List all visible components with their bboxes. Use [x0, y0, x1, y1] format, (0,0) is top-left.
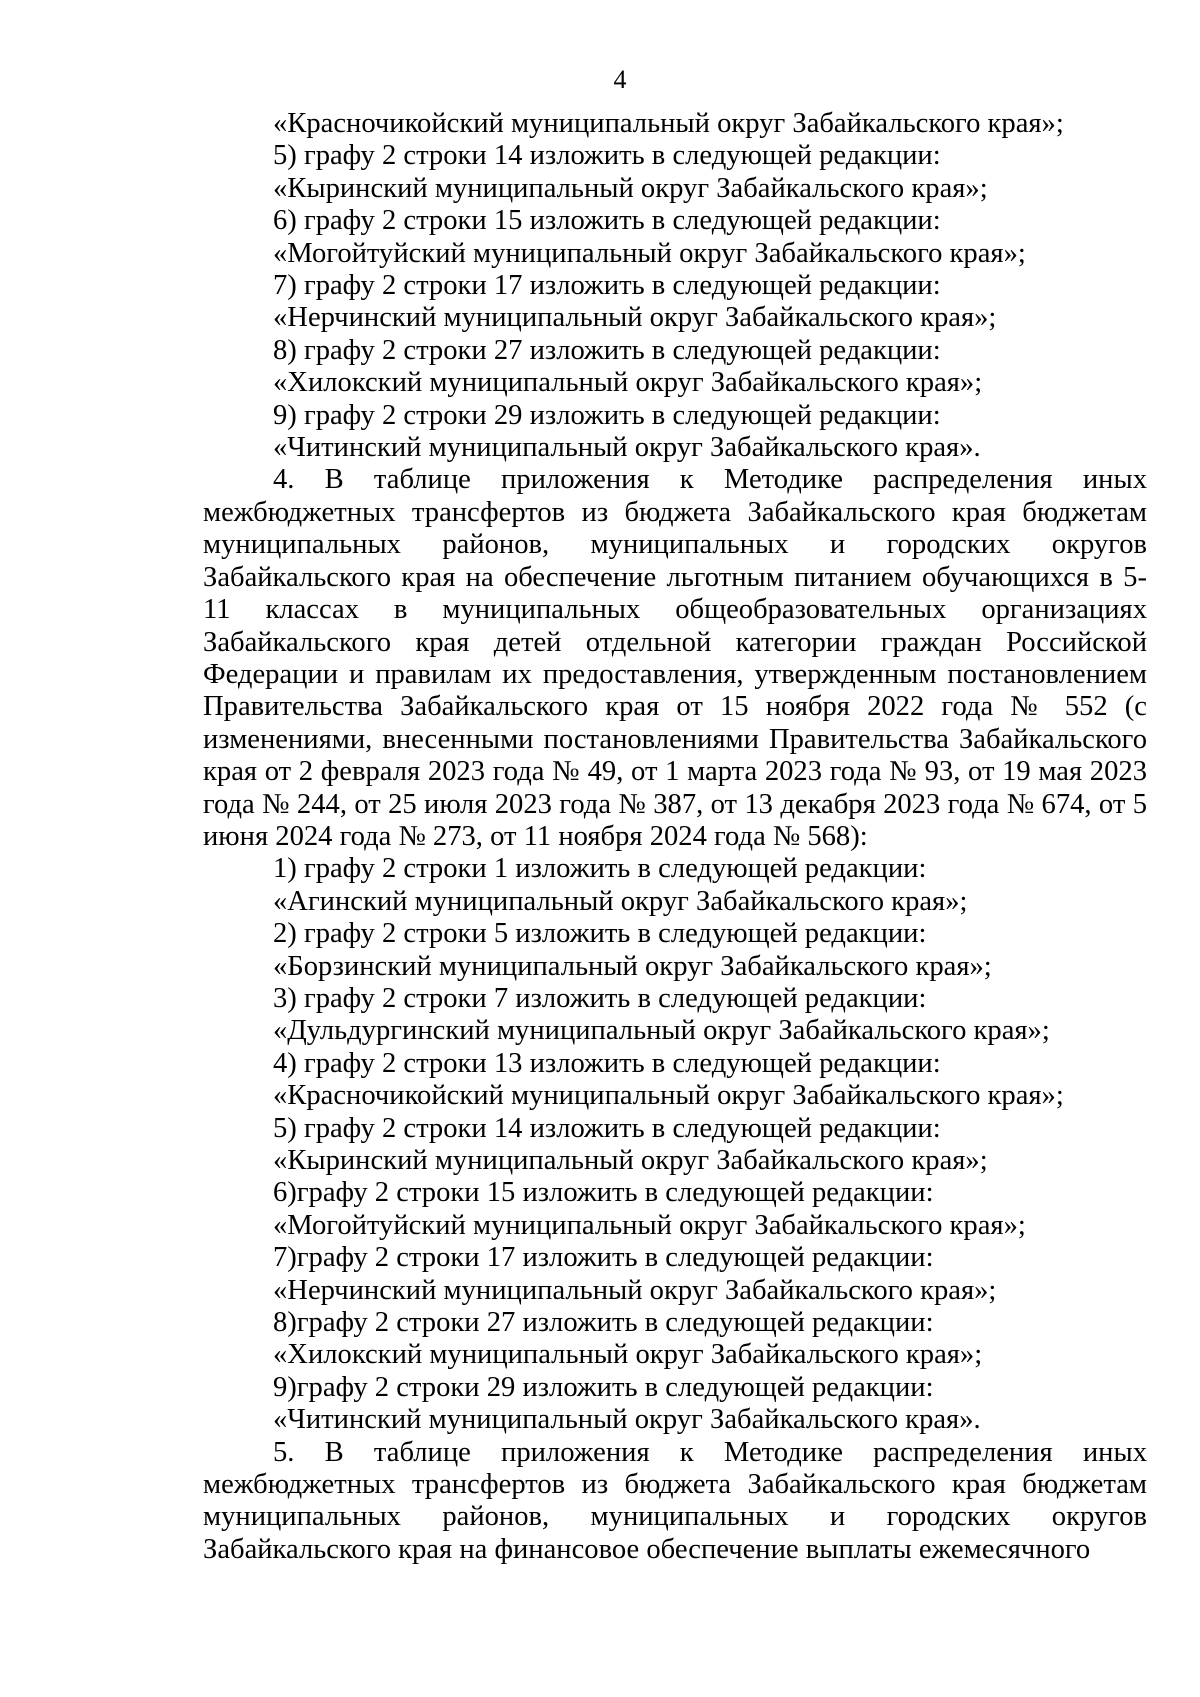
paragraph-4: 4. В таблице приложения к Методике распределения иных межбюджетных трансфертов из бюджета Забайкальского края бюджетам муниципальных районов, муниципальных и городских округов Забайкальского края на обеспечение льготным питанием обучающихся в 5-11 классах в муниципальных общеобразовательных организациях Забайкальского края детей отдельной категории граждан Российской Федерации и правилам их предоставления, утвержденным постановлением Правительства Забайкальского края от 15 ноября 2022 года № 552 (с изменениями, внесенными постановлениями Правительства Забайкальского края от 2 февраля 2023 года № 49, от 1 марта 2023 года № 93, от 19 мая 2023 года № 244, от 25 июля 2023 года № 387, от 13 декабря 2023 года № 674, от 5 июня 2024 года № 273, от 11 ноября 2024 года № 568): — [203, 464, 1147, 852]
paragraph-5: 5. В таблице приложения к Методике распределения иных межбюджетных трансфертов из бюджета Забайкальского края бюджетам муниципальных районов, муниципальных и городских округов Забайкальского края на финансовое обеспечение выплаты ежемесячного — [203, 1436, 1147, 1565]
list-item: 3) графу 2 строки 7 изложить в следующей редакции: — [273, 982, 927, 1014]
list-item: «Кыринский муниципальный округ Забайкальского края»; — [273, 172, 988, 204]
list-item: 4) графу 2 строки 13 изложить в следующей редакции: — [273, 1047, 941, 1079]
list-item: 7)графу 2 строки 17 изложить в следующей редакции: — [273, 1242, 934, 1274]
list-item: 8) графу 2 строки 27 изложить в следующей редакции: — [273, 334, 941, 366]
list-item: 8)графу 2 строки 27 изложить в следующей редакции: — [273, 1307, 934, 1339]
page-number: 4 — [613, 65, 627, 94]
list-item: «Хилокский муниципальный округ Забайкальского края»; — [273, 367, 983, 399]
list-item: «Красночикойский муниципальный округ Забайкальского края»; — [273, 108, 1064, 139]
list-item: 9) графу 2 строки 29 изложить в следующей редакции: — [273, 399, 941, 431]
amendment-list-after — [203, 853, 1147, 1436]
list-item: 6) графу 2 строки 15 изложить в следующей редакции: — [273, 205, 941, 237]
list-item: 5) графу 2 строки 14 изложить в следующей редакции: — [273, 140, 941, 172]
list-item: «Читинский муниципальный округ Забайкальского края». — [273, 432, 981, 464]
document-body — [203, 108, 1147, 1566]
list-item: «Читинский муниципальный округ Забайкальского края». — [273, 1404, 981, 1436]
amendment-list-before — [203, 108, 1147, 464]
list-item: 6)графу 2 строки 15 изложить в следующей редакции: — [273, 1177, 934, 1209]
list-item: 9)графу 2 строки 29 изложить в следующей редакции: — [273, 1371, 934, 1403]
list-item: 2) графу 2 строки 5 изложить в следующей редакции: — [273, 918, 927, 950]
list-item: «Красночикойский муниципальный округ Забайкальского края»; — [273, 1080, 1064, 1112]
list-item: «Кыринский муниципальный округ Забайкальского края»; — [273, 1145, 988, 1176]
list-item: «Хилокский муниципальный округ Забайкальского края»; — [273, 1339, 983, 1371]
list-item: «Агинский муниципальный округ Забайкальского края»; — [273, 885, 968, 917]
list-item: 1) графу 2 строки 1 изложить в следующей редакции: — [273, 853, 927, 885]
list-item: 5) графу 2 строки 14 изложить в следующей редакции: — [273, 1112, 941, 1144]
list-item: «Борзинский муниципальный округ Забайкальского края»; — [273, 950, 992, 982]
list-item: «Могойтуйский муниципальный округ Забайкальского края»; — [273, 237, 1026, 269]
list-item: «Могойтуйский муниципальный округ Забайкальского края»; — [273, 1209, 1026, 1241]
list-item: «Нерчинский муниципальный округ Забайкальского края»; — [273, 1274, 997, 1306]
list-item: 7) графу 2 строки 17 изложить в следующей редакции: — [273, 270, 941, 302]
list-item: «Нерчинский муниципальный округ Забайкальского края»; — [273, 302, 997, 334]
list-item: «Дульдургинский муниципальный округ Забайкальского края»; — [273, 1015, 1050, 1047]
